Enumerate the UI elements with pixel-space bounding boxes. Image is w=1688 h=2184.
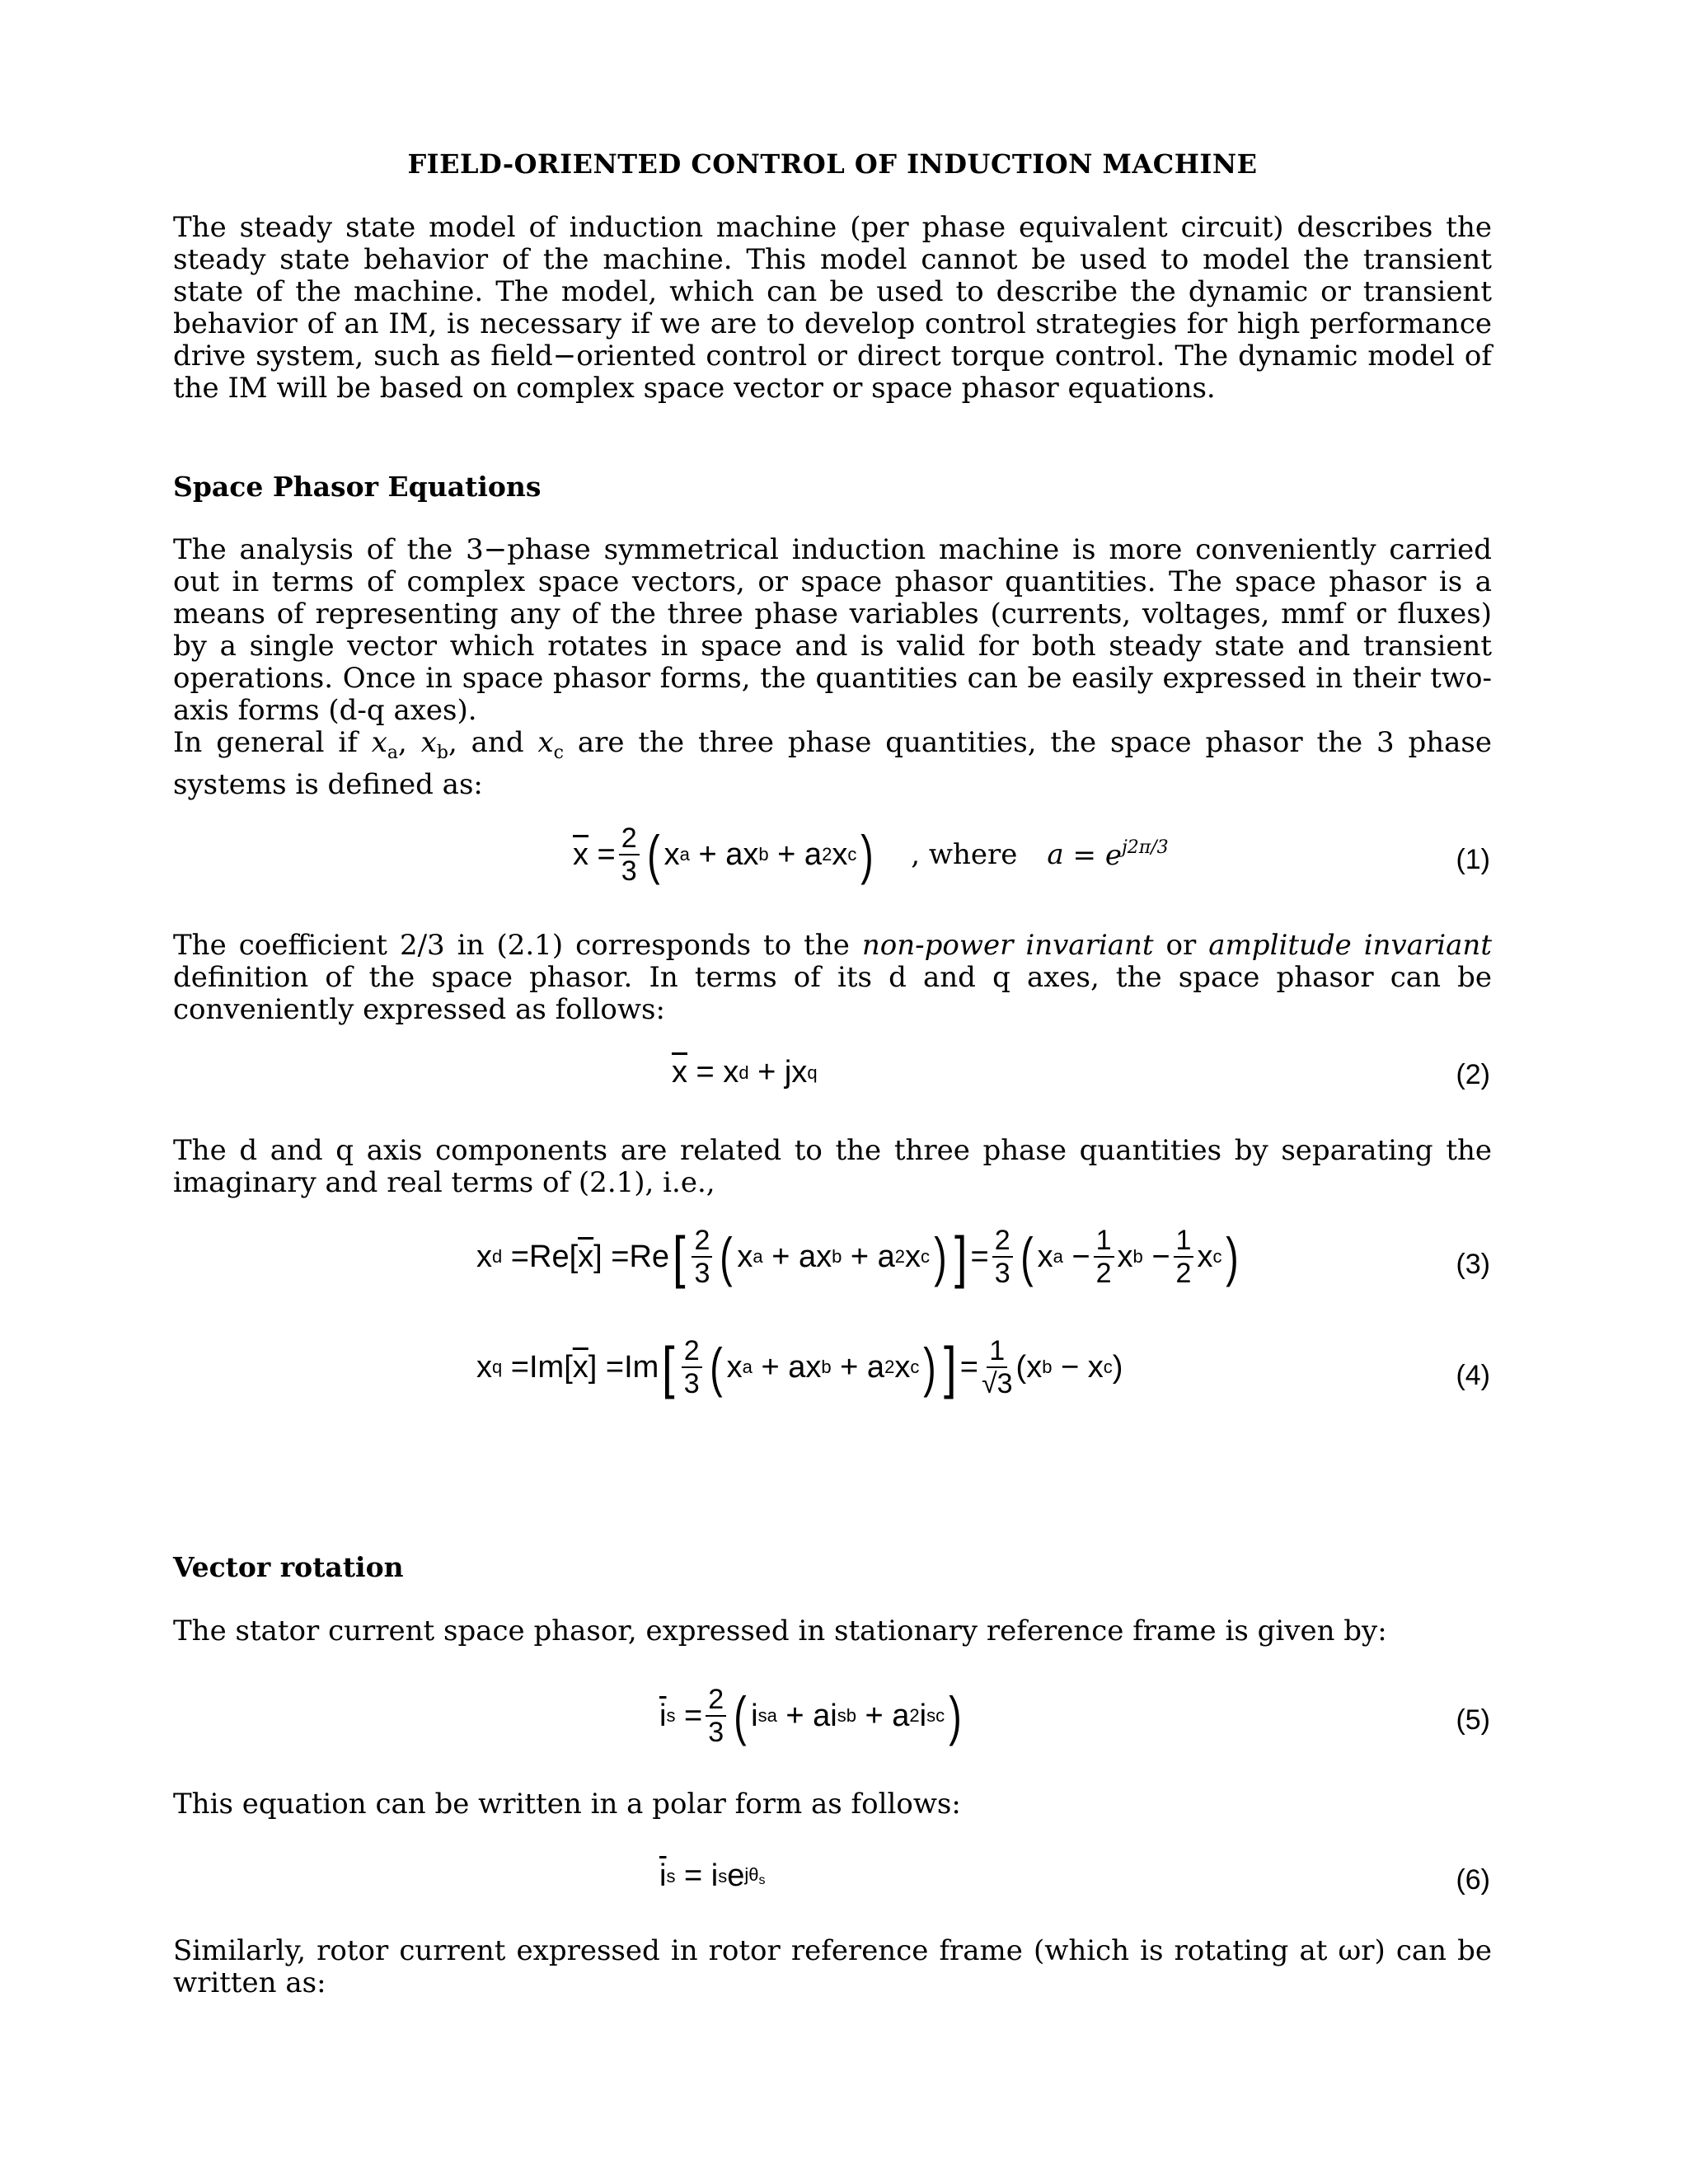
dq-components-paragraph: The d and q axis components are related to the three phase quantities by separating the imaginary and real terms of (2.1), i.e.,	[173, 1134, 1492, 1199]
equation-2-number: (2)	[1456, 1059, 1490, 1090]
equation-6: $\overline{i}$ s = i s e $j\theta_s$	[659, 1858, 766, 1893]
equation-4-number: (4)	[1456, 1360, 1490, 1391]
equation-3-number: (3)	[1456, 1249, 1490, 1280]
phase-quantities-paragraph: In general if $x_a$, $x_b$, and $x_c$ are the three phase quantities, the space phasor the 3 phase systems is defined as:	[173, 726, 1493, 801]
polar-form-paragraph: This equation can be written in a polar form as follows:	[173, 1788, 961, 1821]
equation-1: $\overline{x}$ = $\frac{2}{3}$ ( x a + ax b + a 2 x c ) , where a = $e^{j2\pi/3}$	[573, 823, 1169, 887]
page-title: FIELD-ORIENTED CONTROL OF INDUCTION MACHINE	[407, 148, 1258, 180]
coefficient-paragraph: The coefficient 2/3 in (2.1) corresponds to the non-power invariant or amplitude invariant definition of the space phasor. In terms of its d and q axes, the space phasor can be conveniently expressed as follows:	[173, 929, 1492, 1026]
equation-5: $\overline{i}$ s = $\frac{2}{3}$ ( i sa + ai sb + a 2 i sc )	[659, 1684, 962, 1748]
equation-6-number: (6)	[1456, 1864, 1490, 1896]
stator-current-paragraph: The stator current space phasor, expressed in stationary reference frame is given by:	[173, 1615, 1387, 1647]
rotor-current-paragraph: Similarly, rotor current expressed in rotor reference frame (which is rotating at ωr) can be written as:	[173, 1934, 1492, 1999]
space-phasor-paragraph: The analysis of the 3−phase symmetrical induction machine is more conveniently carried out in terms of complex space vectors, or space phasor quantities. The space phasor is a means of representing any of the three phase variables (currents, voltages, mmf or fluxes) by a single vector which rotates in space and is valid for both steady state and transient operations. Once in space phasor forms, the quantities can be easily expressed in their two-axis forms (d-q axes).	[173, 533, 1492, 727]
equation-2: $\overline{x}$ = x d + jx q	[672, 1055, 818, 1090]
equation-4: x q = Im [ $\overline{x}$ ] = Im [ $\frac{2}{3}$ ( x a + ax b + a 2 x c ) ] = $\frac{1}{√3}$ (x b − x c )	[476, 1335, 1123, 1399]
intro-paragraph: The steady state model of induction machine (per phase equivalent circuit) describes the steady state behavior of the machine. This model cannot be used to model the transient state of the machine. The model, which can be used to describe the dynamic or transient behavior of an IM, is necessary if we are to develop control strategies for high performance drive system, such as field−oriented control or direct torque control. The dynamic model of the IM will be based on complex space vector or space phasor equations.	[173, 211, 1492, 405]
equation-1-number: (1)	[1456, 844, 1490, 875]
section-heading-space-phasor: Space Phasor Equations	[173, 471, 542, 503]
equation-3: x d = Re [ $\overline{x}$ ] = Re [ $\frac{2}{3}$ ( x a + ax b + a 2 x c ) ] = $\frac{2}{3}$ ( x a − $\frac{1}{2}$ x b − $\frac{1}{2}$ x c )	[476, 1225, 1240, 1289]
section-heading-vector-rotation: Vector rotation	[173, 1551, 404, 1583]
equation-5-number: (5)	[1456, 1704, 1490, 1736]
